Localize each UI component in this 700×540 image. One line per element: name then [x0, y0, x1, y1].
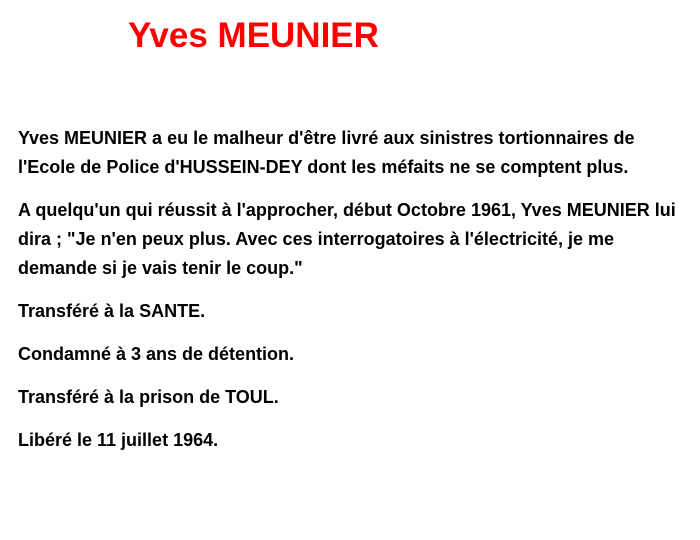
- paragraph-quote: A quelqu'un qui réussit à l'approcher, début Octobre 1961, Yves MEUNIER lui dira ; "Je n'en peux plus. Avec ces interrogatoires à l'électricité, je me demande si je vais tenir le coup.": [18, 200, 676, 278]
- article-body: [18, 124, 683, 469]
- paragraph-transfer-toul: Transféré à la prison de TOUL.: [18, 387, 279, 407]
- paragraph-release: Libéré le 11 juillet 1964.: [18, 430, 219, 450]
- paragraph-arrest: Yves MEUNIER a eu le malheur d'être livré aux sinistres tortionnaires de l'Ecole de Police d'HUSSEIN-DEY dont les méfaits ne se comptent plus.: [18, 128, 635, 177]
- paragraph-sentence: Condamné à 3 ans de détention.: [18, 344, 295, 364]
- page-title: Yves MEUNIER: [128, 16, 379, 55]
- paragraph-transfer-sante: Transféré à la SANTE.: [18, 301, 206, 321]
